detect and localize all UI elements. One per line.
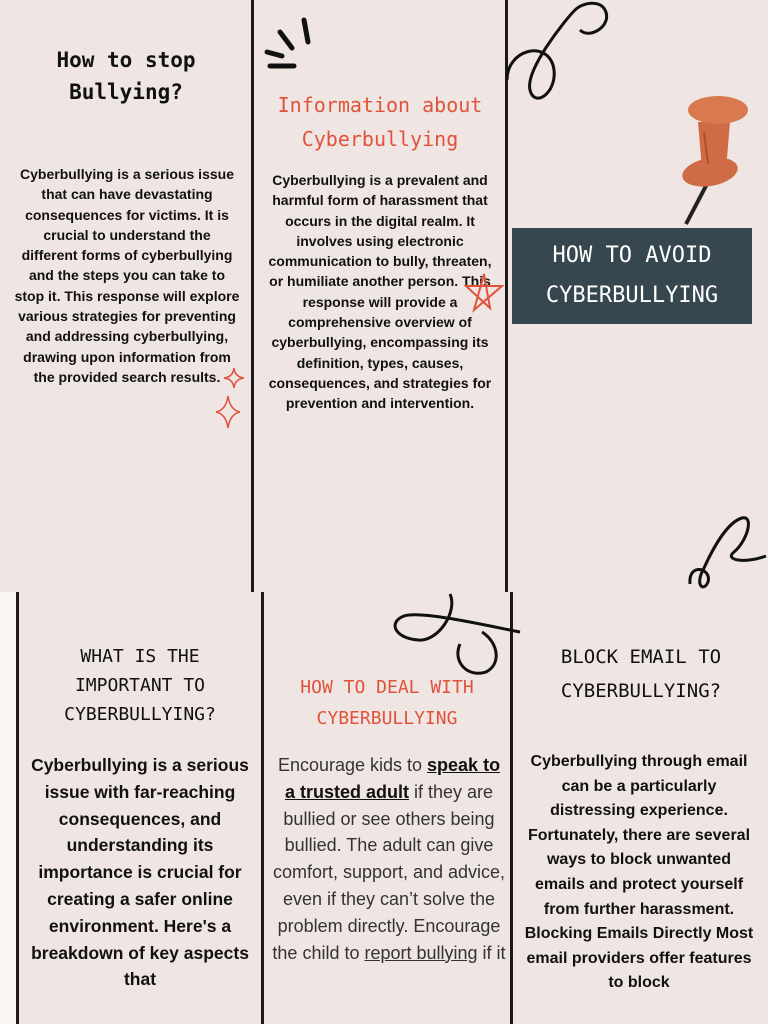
stop-bullying-body: Cyberbullying is a serious issue that can have devastating consequences for victims. It is crucial to understand the different forms of cyberbullying and the steps you can take to stop it. This response will explore various strategies for preventing and addressing cyberbullying, drawing upon information from the provided search results. [14, 166, 240, 385]
block-email-body: Cyberbullying through email can be a particularly distressing experience. Fortunately, there are several ways to block unwanted emails and protect yourself from further harassment. Blocking Emails Directly Most email providers offer features to block [524, 753, 754, 992]
avoid-cyberbullying-banner [512, 228, 752, 324]
info-title-line2: Cyberbullying [301, 127, 459, 151]
deal-body-text-pre: Encourage kids to [277, 755, 428, 775]
pushpin-icon [668, 92, 758, 232]
banner-line1: HOW TO AVOID [552, 243, 712, 268]
stop-bullying-title [10, 44, 242, 108]
stop-bullying-title-line1: How to stop [56, 48, 196, 72]
block-email-title [516, 640, 766, 708]
scribble-icon [505, 0, 615, 110]
info-cyberbullying-body: Cyberbullying is a prevalent and harmful form of harassment that occurs in the digital realm. It involves using electronic communication to bully, threaten, or humiliate another person. This response will provide a comprehensive overview of cyberbullying, encompassing its definition, types, causes, consequences, and strategies for prevention and intervention. [268, 172, 492, 412]
bottom-divider-0 [16, 592, 19, 1024]
top-divider-1 [251, 0, 254, 592]
block-email-title-line1: BLOCK EMAIL TO [560, 646, 722, 668]
scribble-icon [388, 592, 524, 676]
importance-title [22, 642, 258, 729]
banner-line2: CYBERBULLYING [545, 283, 719, 308]
importance-title-line2: IMPORTANT TO [74, 675, 206, 696]
deal-title-line1: HOW TO DEAL WITH [300, 677, 474, 698]
deal-body [272, 752, 506, 966]
deal-body-text-mid: if they are bullied or see others being bullied. The adult can give comfort, support, and advice, even if they can’t solve the problem directly. Encourage the child to [272, 781, 506, 963]
deal-title [268, 672, 506, 734]
importance-title-line3: CYBERBULLYING? [64, 704, 216, 725]
info-title-line1: Information about [277, 93, 483, 117]
bottom-divider-1 [261, 592, 264, 1024]
deal-title-line2: CYBERBULLYING [316, 708, 458, 729]
report-bullying-link[interactable]: report bullying [364, 942, 478, 963]
sparkle-icon [214, 394, 242, 430]
importance-title-line1: WHAT IS THE [80, 646, 200, 667]
star-icon [462, 270, 506, 316]
deal-body-text-post: if it [477, 942, 506, 963]
info-cyberbullying-title [262, 88, 498, 156]
importance-body: Cyberbullying is a serious issue with far-reaching consequences, and understanding its importance is crucial for creating a safer online environment. Here's a breakdown of key aspects that [31, 755, 249, 990]
stop-bullying-title-line2: Bullying? [69, 80, 183, 104]
speak-to-trusted-adult-link[interactable]: speak to a trusted adult [284, 755, 501, 802]
scribble-icon [688, 516, 768, 592]
dash-lines-icon [262, 14, 322, 70]
block-email-title-line2: CYBERBULLYING? [560, 680, 722, 702]
sparkle-icon [222, 366, 246, 390]
